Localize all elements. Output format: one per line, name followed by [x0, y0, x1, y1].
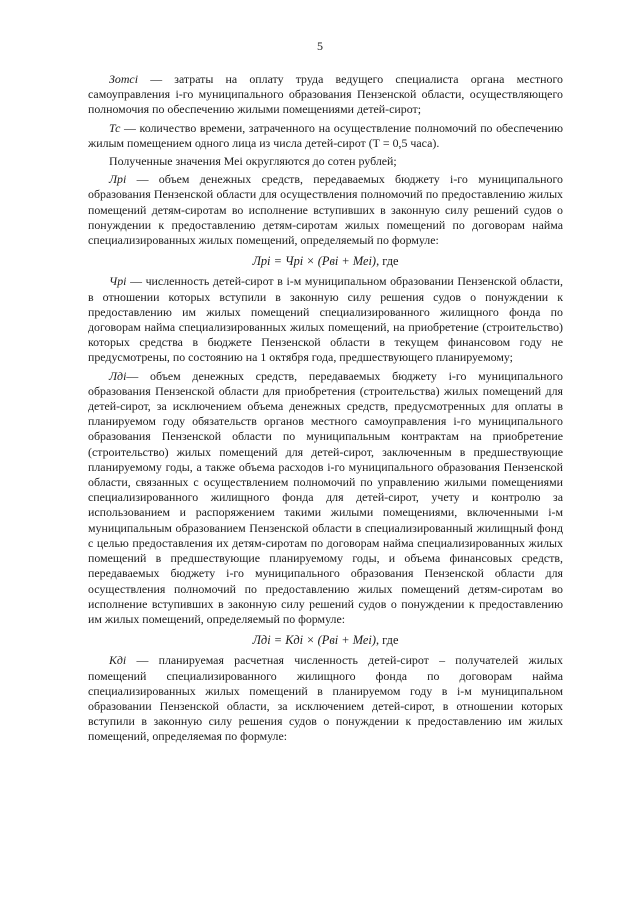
formula-suffix: , где: [376, 254, 399, 269]
paragraph-tc: [88, 121, 563, 151]
paragraph-text: — затраты на оплату труда ведущего специалиста органа местного самоуправления i-го муниципального образования Пензенской области, осуществляющего полномочия по обеспечению жилыми помещениями детей-сирот;: [88, 72, 563, 117]
paragraph-kd: [88, 653, 563, 744]
document-body: [88, 72, 563, 745]
paragraph-rounding: [88, 154, 563, 169]
variable-symbol: Тс: [109, 120, 121, 135]
variable-symbol: Лдi: [109, 368, 127, 383]
paragraph-lr: [88, 172, 563, 248]
formula-lr: [88, 254, 563, 269]
paragraph-text: — планируемая расчетная численность детей-сирот – получателей жилых помещений специализированного жилищного фонда по договорам найма специализированных жилых помещений в планируемом году в i-м муниципальном образовании Пензенской области, за исключением детей-сирот, в отношении которых вступили в законную силу решения судов о понуждении к предоставлению им жилых помещений, определяемая по формуле:: [88, 653, 563, 744]
formula-ld: [88, 633, 563, 648]
paragraph-zots: [88, 72, 563, 118]
variable-symbol: Кдi: [109, 653, 127, 668]
paragraph-ld: [88, 369, 563, 627]
variable-symbol: Чрi: [109, 274, 127, 289]
variable-symbol: Зотсi: [109, 72, 139, 86]
paragraph-text: Полученные значения Меi округляются до сотен рублей;: [109, 154, 397, 169]
paragraph-text: — количество времени, затраченного на осуществление полномочий по обеспечению жилым помещением одного лица из числа детей-сирот (Т = 0,5 часа).: [88, 120, 563, 150]
paragraph-text: — объем денежных средств, передаваемых бюджету i-го муниципального образования Пензенской области для осуществления полномочий по предоставлению жилых помещений детям-сиротам во исполнение вступивших в законную силу решений судов о понуждении к предоставлению детям-сиротам жилых помещений по договорам найма специализированных жилых помещений, определяемый по формуле:: [88, 172, 563, 248]
paragraph-text: — объем денежных средств, передаваемых бюджету i-го муниципального образования Пензенской области для приобретения (строительства) жилых помещений для детей-сирот, за исключением объема денежных средств, предусмотренных для оплаты в планируемом году обязательств органов местного самоуправления i-го муниципального образования Пензенской области по муниципальным контрактам на приобретение (строительство) жилых помещений для детей-сирот, заключенным в предшествующие планируемому годы, а также объема расходов i-го муниципального образования Пензенской области, связанных с осуществлением полномочий по управлению жилыми помещениями специализированного жилищного фонда для детей-сирот, учету и контролю за использованием и распоряжением такими жилыми помещениями, включенными i-м муниципальным образованием Пензенской области в специализированный жилищный фонд с целью предоставления их детям-сиротам по договорам найма специализированных жилых помещений в предшествующие планируемому годы, и объема финансовых средств, передаваемых бюджету i-го муниципального образования Пензенской области для осуществления полномочий по предоставлению жилых помещений детям-сиротам во исполнение вступивших в законную силу решений судов о понуждении к предоставлению им жилых помещений, определяемый по формуле:: [88, 368, 563, 626]
paragraph-chr: [88, 274, 563, 365]
page-number: 5: [317, 39, 323, 53]
formula-expression: Лрi = Чрi × (Рвi + Меi): [252, 254, 377, 269]
paragraph-text: — численность детей-сирот в i-м муниципальном образовании Пензенской области, в отношении которых вступили в законную силу решения судов о понуждении к предоставлению им жилых помещений специализированного жилищного фонда по договорам найма специализированных жилых помещений, на приобретение (строительство) которых средства в бюджете Пензенской области в текущем финансовом году не предусмотрены, по состоянию на 1 октября года, предшествующего планируемому;: [88, 274, 563, 365]
formula-suffix: , где: [375, 633, 399, 648]
variable-symbol: Лрi: [109, 172, 127, 187]
formula-expression: Лдi = Кдi × (Рвi + Меi): [252, 633, 376, 648]
